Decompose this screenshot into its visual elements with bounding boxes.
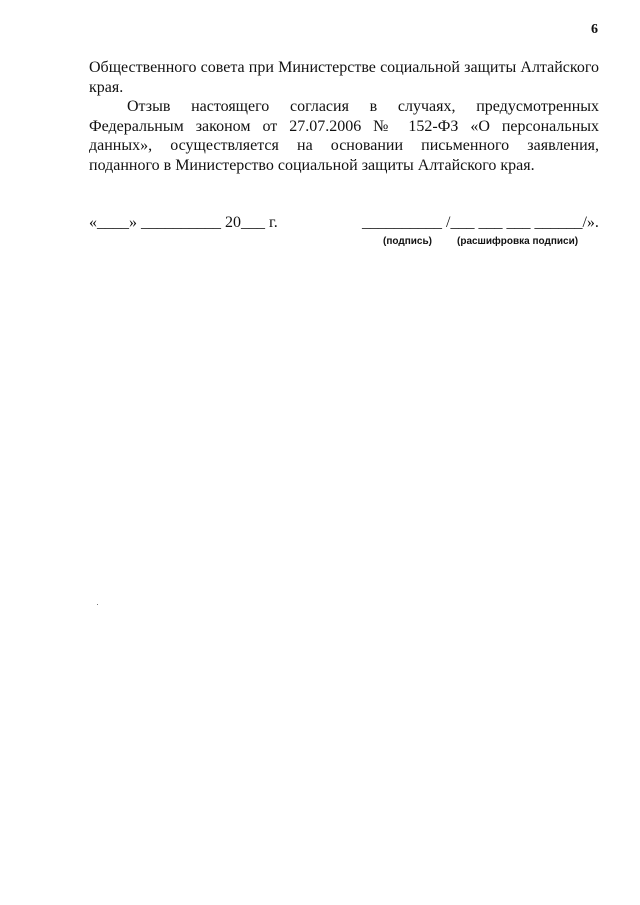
paragraph-continuation: Общественного совета при Министерстве социальной защиты Алтайского края. [89,59,599,96]
paragraph-consent-revocation: Отзыв настоящего согласия в случаях, предусмотренных Федеральным законом от 27.07.2006 № 152-ФЗ «О персональных данных», осуществляется на основании письменного заявления, поданного в Министерство социальной защиты Алтайского края. [89,98,599,174]
scan-artifact-dot [97,604,98,605]
signature-caption: (подпись) [383,236,432,247]
signature-fill-line: __________ /___ ___ ___ ______/». [362,214,599,231]
page-number: 6 [591,22,598,37]
document-body [89,58,599,175]
date-fill-line: «____» __________ 20___ г. [89,214,278,231]
signature-decoding-caption: (расшифровка подписи) [457,236,579,247]
signature-block [0,214,640,254]
